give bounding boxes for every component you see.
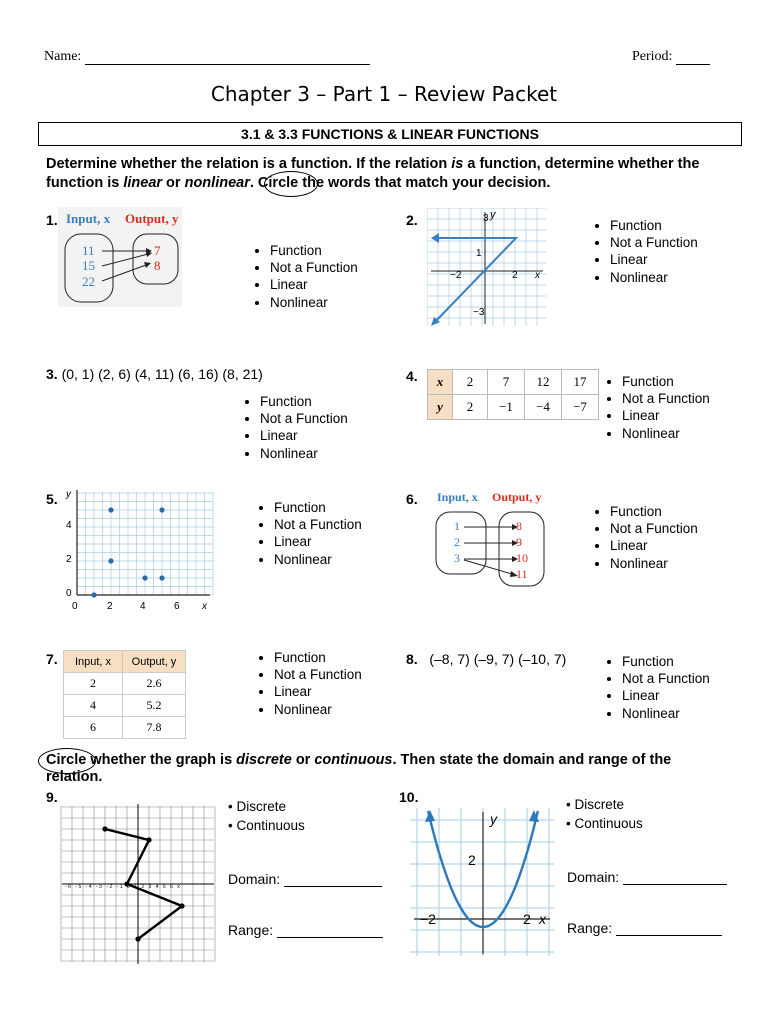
option-linear[interactable]: • Linear (610, 537, 698, 554)
input-value: 22 (82, 274, 95, 289)
instructions-2: Circle whether the graph is discrete or continuous. Then state the domain and range of the relation. (46, 752, 672, 785)
problem-7-number: 7. (46, 651, 58, 667)
problem-10-number: 10. (399, 789, 419, 805)
output-value: 7 (154, 243, 161, 258)
problem-9-options (228, 797, 305, 835)
input-header: Input, x (66, 211, 111, 226)
option-not-function[interactable]: • Not a Function (260, 410, 348, 427)
problem-2-graph: 3 y 1 −2 2 x −3 (427, 208, 546, 326)
problem-5-options (258, 499, 362, 568)
option-nonlinear[interactable]: • Nonlinear (274, 701, 362, 718)
problem-2-number: 2. (406, 212, 418, 228)
input-value: 11 (82, 243, 95, 258)
problem-3-relation: (0, 1) (2, 6) (4, 11) (6, 16) (8, 21) (61, 366, 263, 382)
problem-6-options (594, 503, 698, 572)
problem-10-domain[interactable]: Domain: (567, 869, 727, 885)
option-not-function[interactable]: • Not a Function (622, 670, 710, 687)
domain-blank[interactable] (623, 884, 727, 885)
problem-9-number: 9. (46, 789, 58, 805)
problem-9-range[interactable]: Range: (228, 922, 383, 938)
problem-1-options (254, 242, 358, 311)
option-nonlinear[interactable]: • Nonlinear (270, 294, 358, 311)
option-function[interactable]: • Function (622, 653, 710, 670)
option-linear[interactable]: • Linear (622, 407, 710, 424)
name-label: Name: (44, 49, 82, 64)
problem-1-number: 1. (46, 212, 58, 228)
problem-10-range[interactable]: Range: (567, 920, 722, 936)
problem-4-number: 4. (406, 368, 418, 384)
problem-6-number: 6. (406, 491, 418, 507)
option-function[interactable]: • Function (274, 649, 362, 666)
name-field[interactable] (44, 49, 370, 65)
range-blank[interactable] (616, 935, 722, 936)
option-nonlinear[interactable]: • Nonlinear (622, 425, 710, 442)
input-value: 15 (82, 258, 95, 273)
problem-8-options (606, 653, 710, 722)
arrow-head (425, 810, 435, 822)
input-header: Input, x (437, 490, 478, 504)
option-linear[interactable]: • Linear (610, 251, 698, 268)
problem-3-number: 3. (46, 366, 58, 382)
problem-7-table: Input, x Output, y 2 2.6 4 5.2 6 7.8 (63, 650, 186, 739)
data-point (159, 575, 164, 580)
option-continuous[interactable]: • Continuous (228, 818, 305, 833)
option-function[interactable]: • Function (610, 217, 698, 234)
problem-8-number: 8. (406, 651, 418, 667)
range-blank[interactable] (277, 937, 383, 938)
problem-10-graph: y 2 −2 2 x (420, 811, 546, 927)
problem-8-relation: (–8, 7) (–9, 7) (–10, 7) (429, 651, 567, 667)
circle-word: Circle (257, 175, 299, 191)
problem-3 (46, 366, 263, 382)
instructions-1: Determine whether the relation is a function. If the relation is a function, determine whether the function is linear or nonlinear. Circle the words that match your decision. (46, 156, 700, 191)
problem-8 (406, 651, 566, 667)
problem-2-options (594, 217, 698, 286)
x-tick-labels: -6 -5 -4 -3 -2 -1 0 1 2 3 4 5 6 x (65, 884, 182, 890)
option-continuous[interactable]: • Continuous (566, 816, 643, 831)
circle-word: Circle (46, 752, 87, 768)
option-linear[interactable]: • Linear (274, 533, 362, 550)
option-function[interactable]: • Function (274, 499, 362, 516)
name-blank[interactable] (85, 64, 370, 65)
problem-9-graph (60, 802, 216, 966)
option-discrete[interactable]: • Discrete (566, 797, 624, 812)
data-point (108, 558, 113, 563)
problem-4-table: x 2 7 12 17 y 2 −1 −4 −7 (427, 369, 599, 420)
option-linear[interactable]: • Linear (274, 683, 362, 700)
problem-1-mapping (58, 207, 182, 307)
option-linear[interactable]: • Linear (270, 276, 358, 293)
option-nonlinear[interactable]: • Nonlinear (274, 551, 362, 568)
period-blank[interactable] (676, 64, 710, 65)
circle-ring (264, 171, 318, 197)
output-header: Output, y (492, 490, 542, 504)
period-label: Period: (632, 49, 673, 64)
option-nonlinear[interactable]: • Nonlinear (260, 445, 348, 462)
data-point (146, 837, 151, 842)
domain-blank[interactable] (284, 886, 382, 887)
output-value: 8 (154, 258, 161, 273)
problem-5-graph: y 4 2 0 0 2 4 6 x (66, 489, 207, 612)
option-linear[interactable]: • Linear (260, 427, 348, 444)
option-nonlinear[interactable]: • Nonlinear (622, 705, 710, 722)
page-title: Chapter 3 – Part 1 – Review Packet (210, 82, 558, 106)
data-point (91, 592, 96, 597)
option-not-function[interactable]: • Not a Function (610, 234, 698, 251)
data-point (179, 903, 184, 908)
data-point (102, 826, 107, 831)
option-linear[interactable]: • Linear (622, 687, 710, 704)
option-function[interactable]: • Function (260, 393, 348, 410)
option-not-function[interactable]: • Not a Function (270, 259, 358, 276)
data-point (135, 936, 140, 941)
problem-4-options (606, 373, 710, 442)
option-function[interactable]: • Function (610, 503, 698, 520)
option-not-function[interactable]: • Not a Function (274, 516, 362, 533)
circle-ring (38, 748, 96, 774)
output-header: Output, y (125, 211, 179, 226)
option-nonlinear[interactable]: • Nonlinear (610, 555, 698, 572)
section-heading: 3.1 & 3.3 FUNCTIONS & LINEAR FUNCTIONS (38, 122, 742, 146)
arrow-head (431, 233, 439, 243)
option-discrete[interactable]: • Discrete (228, 799, 286, 814)
option-nonlinear[interactable]: • Nonlinear (610, 269, 698, 286)
option-function[interactable]: • Function (270, 242, 358, 259)
problem-10-options (566, 795, 643, 833)
problem-3-options (244, 393, 348, 462)
data-point (159, 507, 164, 512)
data-point (108, 507, 113, 512)
problem-9-domain[interactable]: Domain: (228, 871, 382, 887)
problem-7-options (258, 649, 362, 718)
option-not-function[interactable]: • Not a Function (274, 666, 362, 683)
option-not-function[interactable]: • Not a Function (622, 390, 710, 407)
period-field[interactable] (632, 49, 710, 65)
problem-5-number: 5. (46, 491, 58, 507)
option-not-function[interactable]: • Not a Function (610, 520, 698, 537)
option-function[interactable]: • Function (622, 373, 710, 390)
problem-6-mapping: Input, x Output, y 1 2 3 8 9 10 11 (432, 488, 562, 588)
data-point (142, 575, 147, 580)
